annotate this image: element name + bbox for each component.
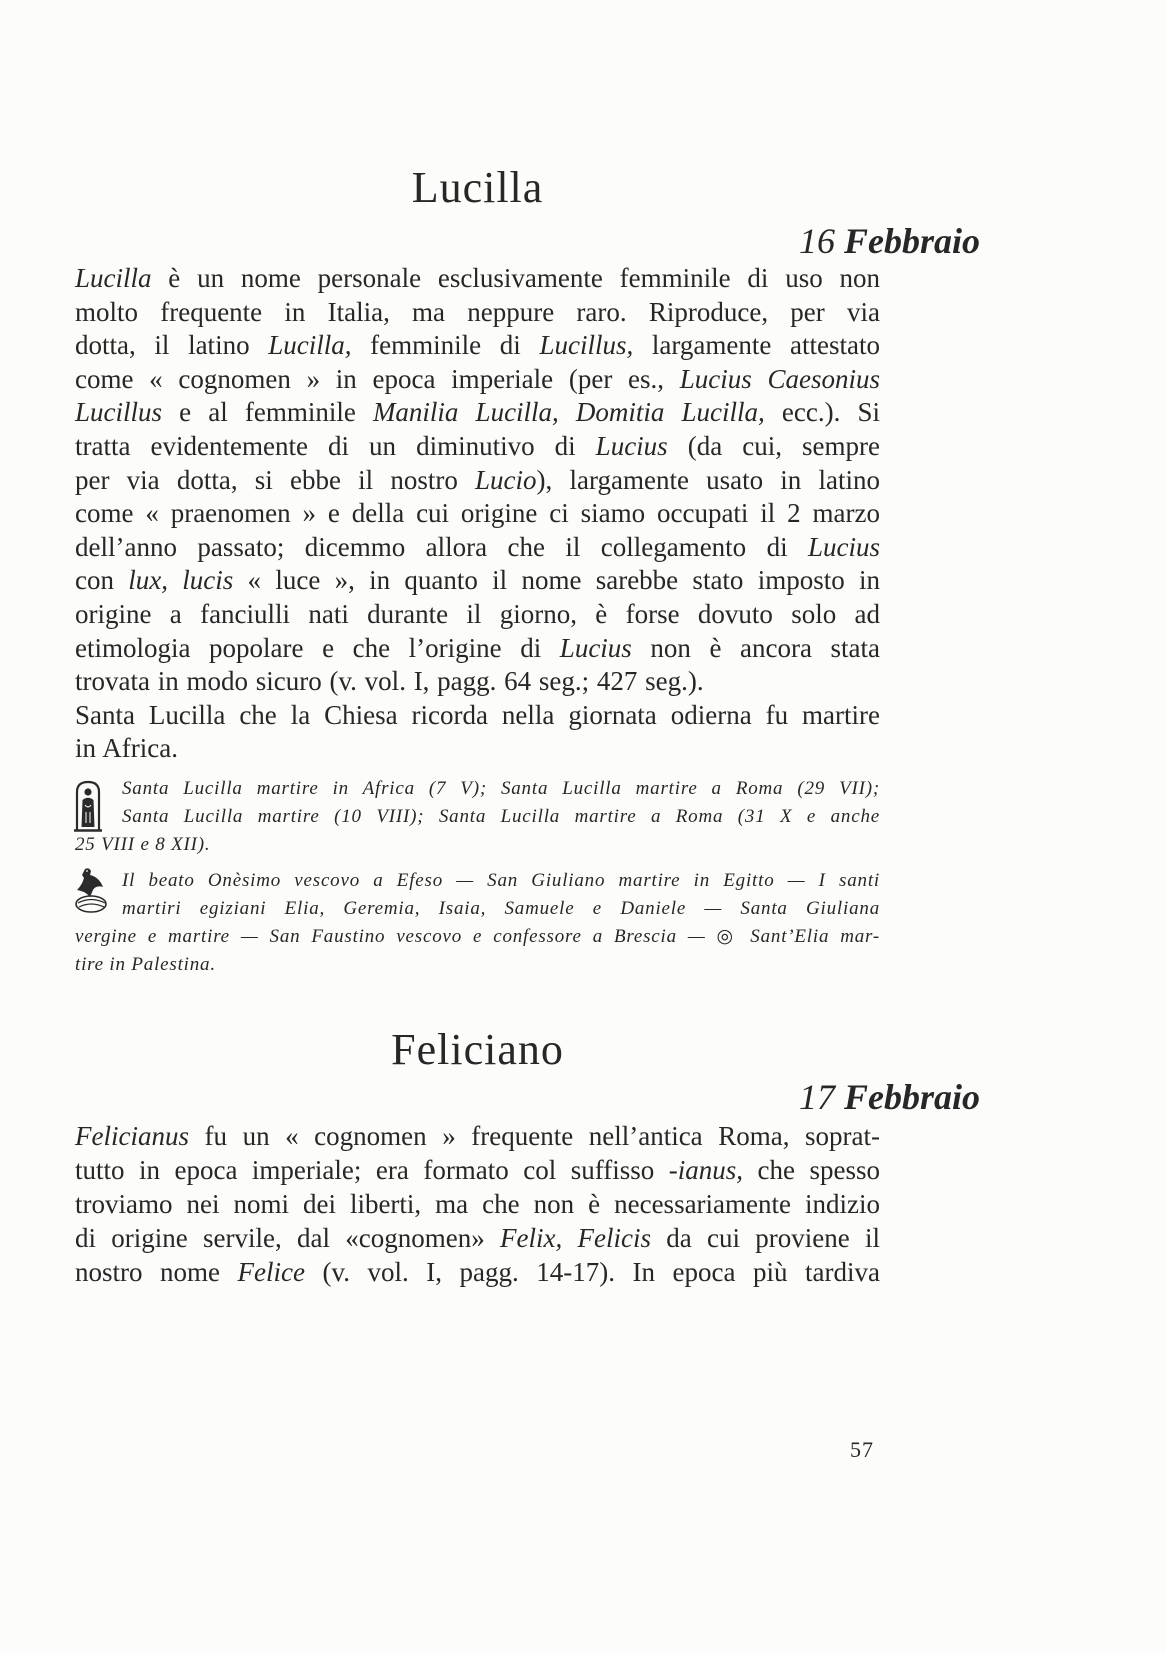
text-run: tutto in epoca imperiale; era formato col suffisso	[75, 1155, 669, 1185]
italic-text: Lucius	[595, 430, 668, 461]
text-line	[75, 464, 880, 498]
italic-text: Lucillus,	[539, 330, 634, 361]
text-run: dotta, il latino	[75, 330, 269, 361]
text-run: con	[75, 565, 129, 596]
text-line	[75, 803, 880, 831]
italic-text: Lucius	[807, 531, 880, 562]
text-line	[75, 775, 880, 803]
italic-text: Lucius	[559, 632, 632, 663]
text-run: 25 VIII e 8 XII).	[75, 834, 211, 855]
text-line	[75, 867, 880, 895]
italic-text: Felix, Felicis	[500, 1223, 651, 1253]
text-line	[75, 296, 880, 330]
text-run: Il beato Onèsimo vescovo a Efeso — San Giuliano martire in Egitto — I santi	[122, 870, 880, 891]
text-line	[75, 497, 880, 531]
entry-title: Feliciano	[391, 1025, 564, 1074]
saints-note	[75, 775, 880, 859]
entry-body	[75, 262, 880, 766]
text-run: per via dotta, si ebbe il nostro	[75, 464, 476, 495]
text-line	[75, 1221, 880, 1255]
italic-text: Felicianus	[75, 1121, 189, 1151]
text-run: di origine servile, dal «cognomen»	[75, 1223, 501, 1253]
text-line	[75, 1255, 880, 1289]
text-line	[75, 665, 880, 699]
paragraph	[75, 775, 880, 859]
entry-title: Lucilla	[411, 163, 544, 212]
text-line	[75, 895, 880, 923]
text-run: femminile di	[351, 330, 540, 361]
entry-body	[75, 1119, 880, 1289]
text-line	[75, 831, 880, 859]
text-run: origine a fanciulli nati durante il giorno, è forse dovuto solo ad	[75, 598, 880, 629]
text-run: vergine e martire — San Faustino vescovo e confessore a Brescia — ◎ Sant’Elia mar-	[75, 926, 880, 947]
text-line	[75, 1153, 880, 1187]
italic-text: Lucilla,	[268, 330, 352, 361]
paragraph	[75, 1119, 880, 1289]
text-line	[75, 632, 880, 666]
eagle-icon	[72, 866, 108, 914]
text-run: in Africa.	[75, 733, 178, 764]
text-line	[75, 598, 880, 632]
text-run: « luce », in quanto il nome sarebbe stato imposto in	[233, 565, 881, 596]
italic-text: lux, lucis	[128, 565, 234, 596]
page-number: 57	[850, 1437, 874, 1462]
text-run: che spesso	[743, 1155, 880, 1185]
text-line	[75, 923, 880, 951]
italic-text: Felice	[237, 1257, 305, 1287]
text-run: trovata in modo sicuro (v. vol. I, pagg. 64 seg.; 427 seg.).	[75, 666, 704, 697]
italic-text: -ianus,	[668, 1155, 744, 1185]
text-run: come « cognomen » in epoca imperiale (per es.,	[75, 363, 680, 394]
text-run: e al femminile	[162, 397, 373, 428]
text-line	[75, 430, 880, 464]
text-line	[75, 262, 880, 296]
text-run: tratta evidentemente di un diminutivo di	[75, 430, 596, 461]
text-run: è un nome personale esclusivamente femminile di uso non	[151, 263, 880, 293]
text-run: ), largamente usato in latino	[536, 464, 880, 495]
text-run: largamente attestato	[633, 330, 880, 361]
text-line	[75, 1187, 880, 1221]
text-run: etimologia popolare e che l’origine di	[75, 632, 560, 663]
text-run: nostro nome	[75, 1257, 238, 1287]
text-run: come « praenomen » e della cui origine ci siamo occupati il 2 marzo	[75, 498, 880, 529]
text-line	[75, 396, 880, 430]
text-run: martiri egiziani Elia, Geremia, Isaia, Samuele e Daniele — Santa Giuliana	[122, 898, 880, 919]
text-run: (da cui, sempre	[667, 430, 880, 461]
date-day: 17	[798, 1077, 835, 1117]
text-line	[75, 531, 880, 565]
text-run: Santa Lucilla martire (10 VIII); Santa Lucilla martire a Roma (31 X e anche	[122, 806, 880, 827]
text-run: molto frequente in Italia, ma neppure raro. Riproduce, per via	[75, 296, 880, 327]
paragraph	[75, 867, 880, 979]
italic-text: Lucillus	[75, 397, 163, 428]
text-line	[75, 1119, 880, 1153]
paragraph	[75, 699, 880, 766]
text-run: fu un « cognomen » frequente nell’antica Roma, soprat-	[188, 1121, 880, 1151]
italic-text: Lucius Caesonius	[679, 363, 880, 394]
date-month: Febbraio	[843, 221, 980, 261]
italic-text: Manilia Lucilla, Domitia Lucilla,	[372, 397, 765, 428]
saints-note	[75, 867, 880, 979]
date-month: Febbraio	[843, 1077, 980, 1117]
entry-date	[799, 1077, 980, 1117]
text-run: (v. vol. I, pagg. 14-17). In epoca più tardiva	[304, 1257, 880, 1287]
paragraph	[75, 262, 880, 699]
italic-text: Lucilla	[75, 263, 152, 293]
italic-text: Lucio	[475, 464, 537, 495]
text-line	[75, 699, 880, 733]
text-line	[75, 329, 880, 363]
text-run: ecc.). Si	[764, 397, 881, 428]
text-run: Santa Lucilla martire in Africa (7 V); Santa Lucilla martire a Roma (29 VII);	[122, 778, 880, 799]
text-run: non è ancora stata	[631, 632, 881, 663]
text-run: tire in Palestina.	[75, 954, 216, 975]
text-line	[75, 564, 880, 598]
text-line	[75, 363, 880, 397]
saint-figure-icon	[73, 779, 103, 832]
text-run: Santa Lucilla che la Chiesa ricorda nella giornata odierna fu martire	[75, 699, 880, 730]
entry-date	[799, 221, 980, 261]
text-run: dell’anno passato; dicemmo allora che il collegamento di	[75, 531, 808, 562]
text-line	[75, 951, 880, 979]
text-run: troviamo nei nomi dei liberti, ma che non è necessariamente indizio	[75, 1189, 880, 1219]
date-day: 16	[798, 221, 835, 261]
text-run: da cui proviene il	[650, 1223, 881, 1253]
text-line	[75, 732, 880, 766]
